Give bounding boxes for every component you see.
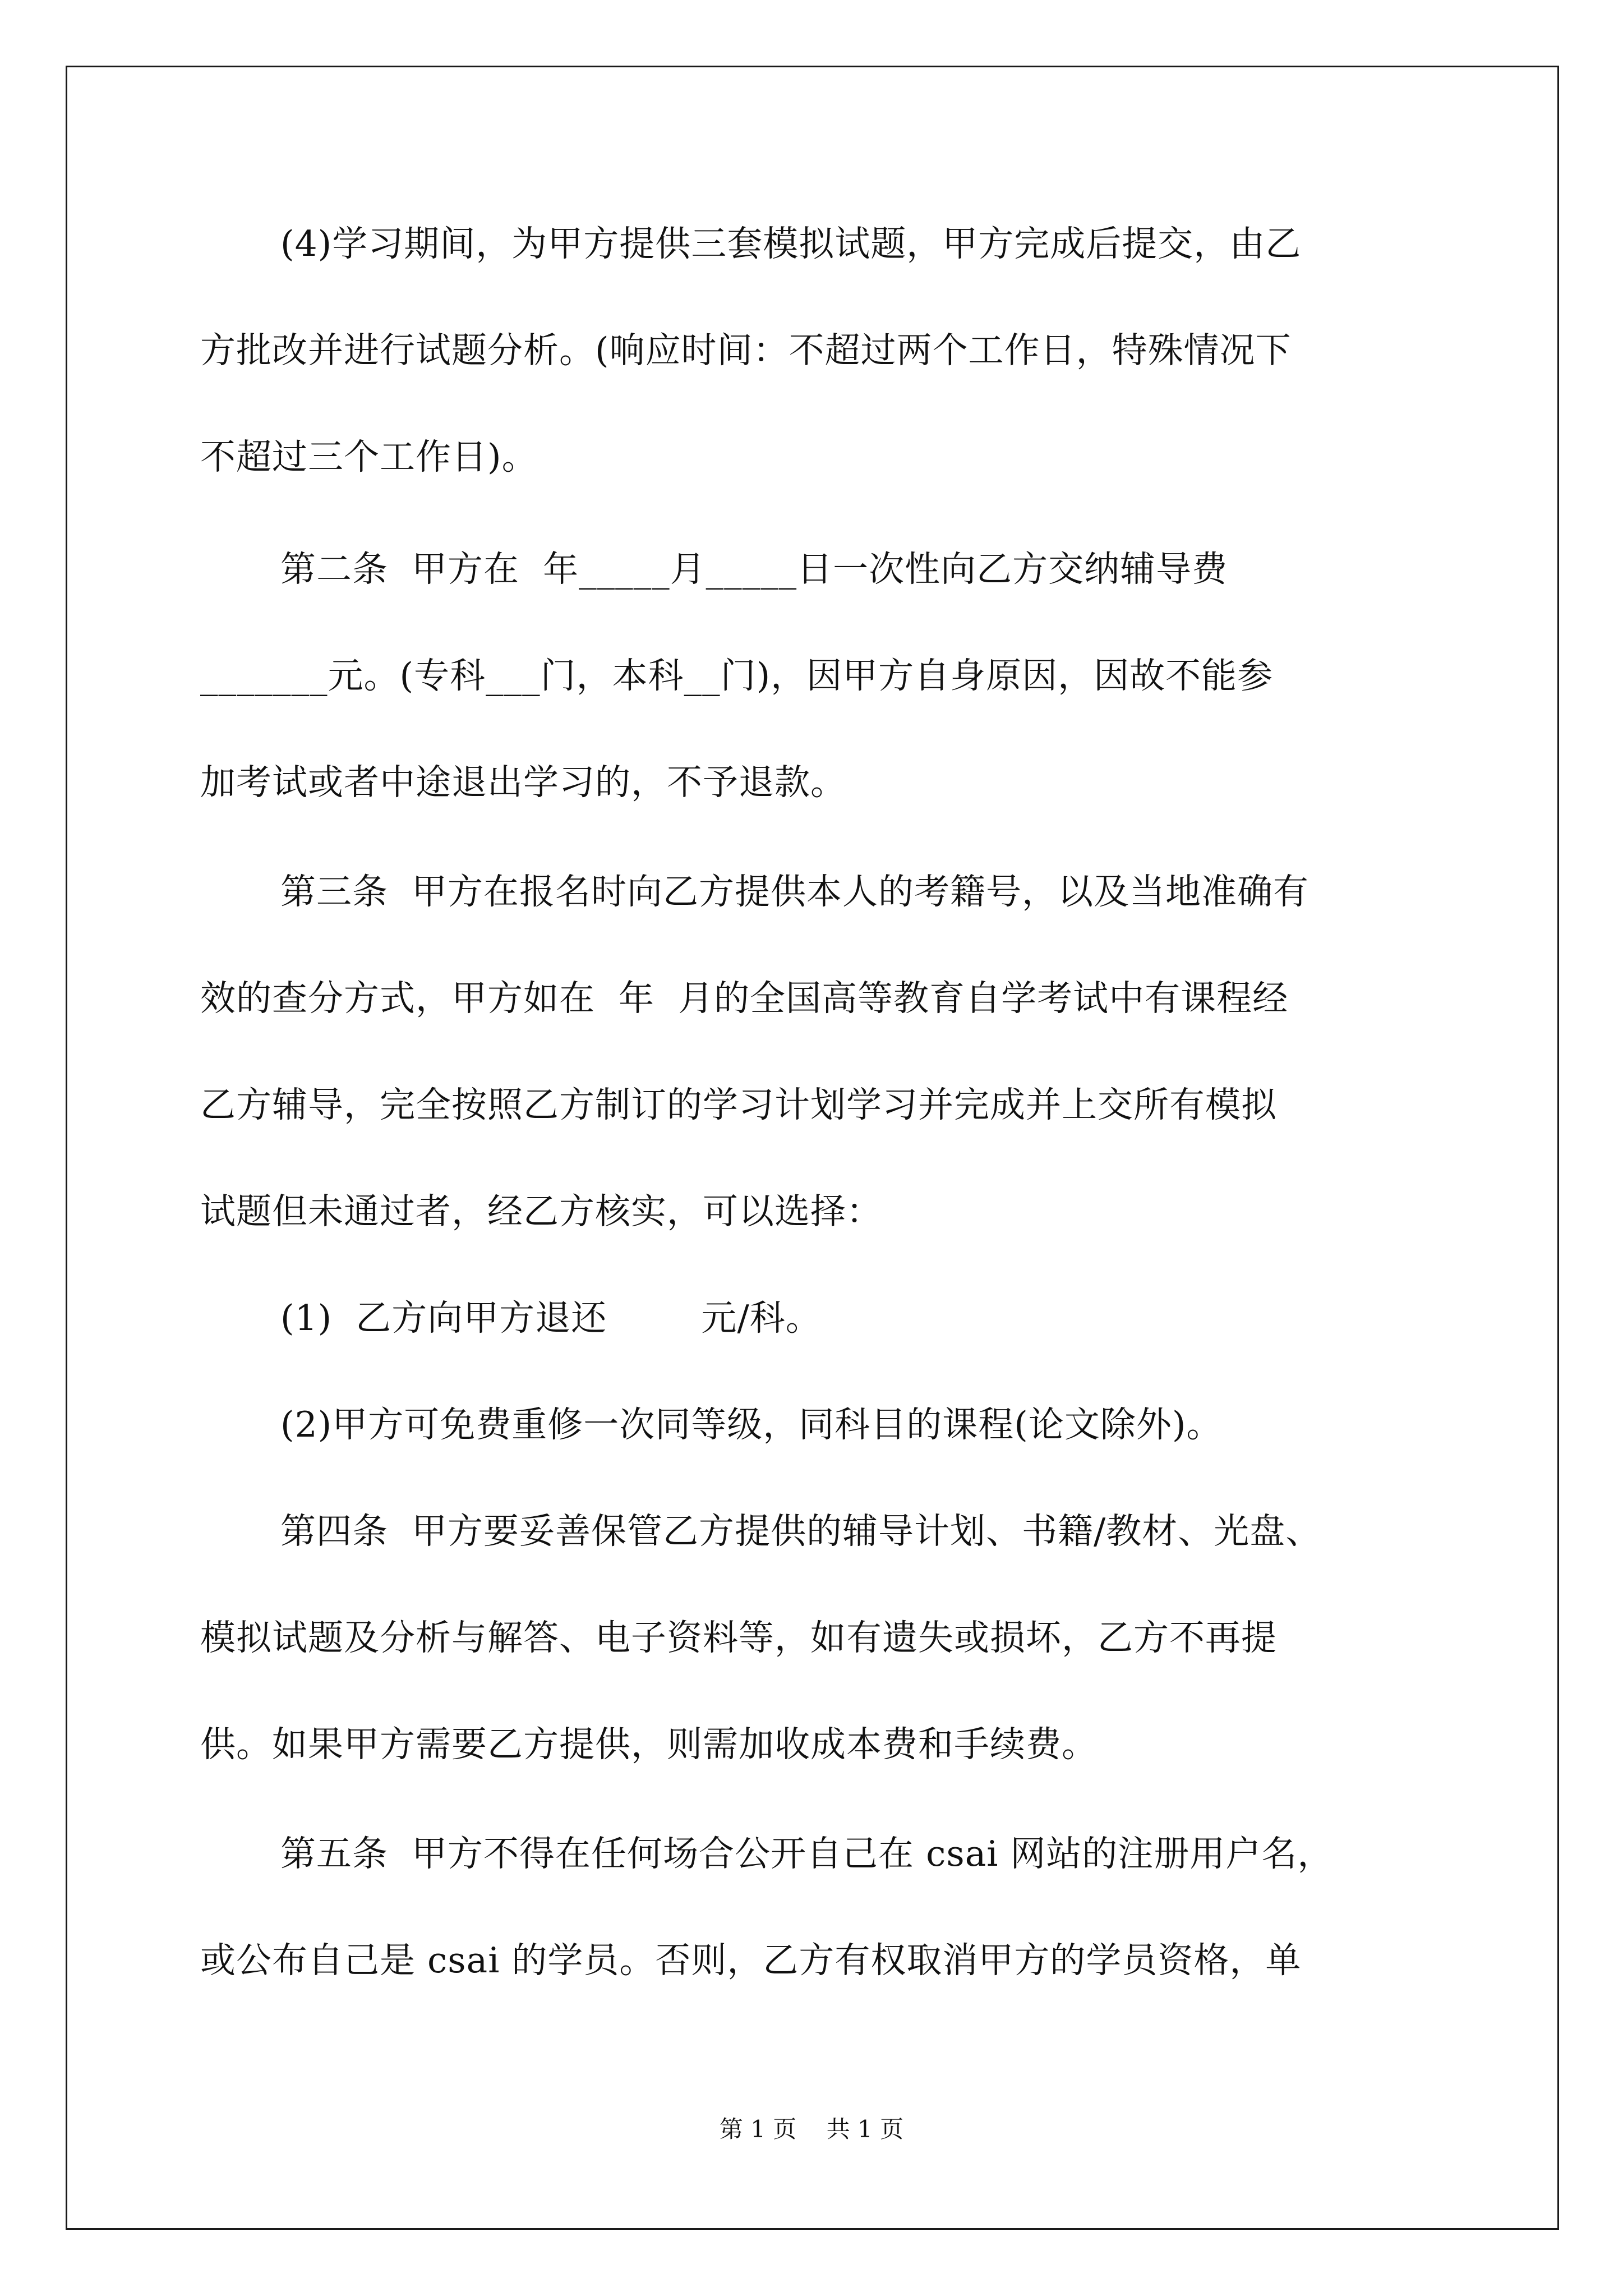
text-line: 效的查分方式，甲方如在 年 月的全国高等教育自学考试中有课程经 (200, 978, 1289, 1019)
page-number-footer: 第 1 页 共 1 页 (719, 2115, 904, 2143)
text-line: (4)学习期间，为甲方提供三套模拟试题，甲方完成后提交，由乙 (280, 223, 1302, 264)
text-line: (2)甲方可免费重修一次同等级，同科目的课程(论文除外)。 (280, 1404, 1223, 1445)
text-line: (1) 乙方向甲方退还 元/科。 (280, 1297, 822, 1338)
text-line: 第二条 甲方在 年_____月_____日一次性向乙方交纳辅导费 (280, 549, 1228, 590)
text-line: _______元。(专科___门，本科__门)，因甲方自身原因，因故不能参 (200, 655, 1274, 696)
text-line: 方批改并进行试题分析。(响应时间：不超过两个工作日，特殊情况下 (200, 330, 1292, 371)
text-line: 第三条 甲方在报名时向乙方提供本人的考籍号，以及当地准确有 (280, 871, 1310, 912)
text-line: 第五条 甲方不得在任何场合公开自己在 csai 网站的注册用户名， (280, 1833, 1334, 1874)
text-line: 不超过三个工作日)。 (200, 436, 538, 477)
text-line: 模拟试题及分析与解答、电子资料等，如有遗失或损坏，乙方不再提 (200, 1617, 1277, 1658)
text-line: 试题但未通过者，经乙方核实，可以选择： (200, 1191, 882, 1232)
text-line: 乙方辅导，完全按照乙方制订的学习计划学习并完成并上交所有模拟 (200, 1084, 1277, 1125)
page-border (66, 66, 1559, 2230)
text-line: 供。如果甲方需要乙方提供，则需加收成本费和手续费。 (200, 1724, 1098, 1765)
text-line: 或公布自己是 csai 的学员。否则，乙方有权取消甲方的学员资格，单 (200, 1940, 1302, 1981)
text-line: 第四条 甲方要妥善保管乙方提供的辅导计划、书籍/教材、光盘、 (280, 1511, 1322, 1552)
text-line: 加考试或者中途退出学习的，不予退款。 (200, 762, 846, 803)
